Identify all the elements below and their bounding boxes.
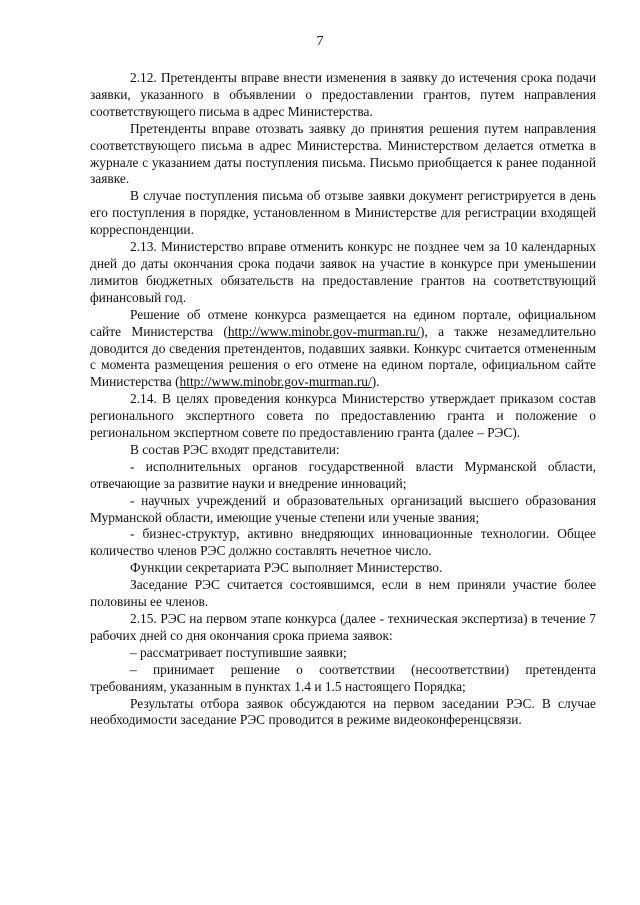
technical-review-item-1 [90, 645, 596, 662]
ministry-site-link[interactable]: http://www.minobr.gov-murman.ru/ [227, 323, 420, 339]
paragraph-text: – принимает решение о соответствии (несоответствии) претендента требованиям, указанным в пунктах 1.4 и 1.5 настоящего Порядка; [90, 661, 596, 694]
page-number: 7 [316, 34, 324, 49]
withdraw-registration-paragraph [90, 188, 596, 239]
paragraph-text: ), а также незамедлительно доводится до сведения претендентов, подавших заявки. Конкурс считается отмененным с момента размещения решения о его отмене на едином портале, официальном сайте Министерства ( [90, 323, 596, 390]
paragraph-text: - бизнес-структур, активно внедряющих инновационные технологии. Общее количество членов РЭС должно составлять нечетное число. [90, 526, 596, 559]
paragraph-text: Результаты отбора заявок обсуждаются на первом заседании РЭС. В случае необходимости заседание РЭС проводится в режиме видеоконференцсвязи. [90, 695, 596, 728]
paragraph-text: - научных учреждений и образовательных организаций высшего образования Мурманской области, имеющие ученые степени или ученые звания; [90, 492, 596, 525]
res-member-executive-bodies [90, 459, 596, 493]
clause-2-14 [90, 391, 596, 442]
quorum-paragraph [90, 577, 596, 611]
paragraph-text: В случае поступления письма об отзыве заявки документ регистрируется в день его поступления в порядке, установленном в Министерстве для регистрации входящей корреспонденции. [90, 188, 596, 238]
paragraph-text: Заседание РЭС считается состоявшимся, если в нем приняли участие более половины ее членов. [90, 577, 596, 610]
withdraw-application-paragraph [90, 121, 596, 189]
clause-2-13 [90, 239, 596, 307]
paragraph-text: 2.12. Претенденты вправе внести изменения в заявку до истечения срока подачи заявки, указанного в объявлении о предоставлении грантов, путем направления соответствующего письма в адрес Министерства. [90, 70, 596, 119]
paragraph-text: 2.13. Министерство вправе отменить конкурс не позднее чем за 10 календарных дней до даты окончания срока подачи заявок на участие в конкурсе при уменьшении лимитов бюджетных обязательств на предоставление грантов на соответствующий финансовый год. [90, 239, 596, 305]
ministry-site-link-2[interactable]: http://www.minobr.gov-murman.ru/ [179, 374, 372, 390]
secretariat-paragraph [90, 560, 596, 577]
paragraph-text: В состав РЭС входят представители: [130, 441, 340, 457]
document-body [90, 70, 596, 729]
paragraph-text: 2.15. РЭС на первом этапе конкурса (далее - техническая экспертиза) в течение 7 рабочих дней со дня окончания срока приема заявок: [90, 611, 596, 643]
cancellation-decision-paragraph [90, 307, 596, 392]
technical-review-item-2 [90, 662, 596, 696]
paragraph-text: ). [371, 374, 380, 390]
res-member-business [90, 526, 596, 560]
paragraph-text: Функции секретариата РЭС выполняет Министерство. [130, 560, 443, 576]
paragraph-text: – рассматривает поступившие заявки; [130, 644, 347, 660]
selection-results-paragraph [90, 696, 596, 730]
paragraph-text: Претенденты вправе отозвать заявку до принятия решения путем направления соответствующего письма в адрес Министерства. Министерством делается отметка в журнале с указанием даты поступления письма. Письмо приобщается к ранее поданной заявке. [90, 120, 596, 187]
res-composition-heading [90, 442, 596, 459]
clause-2-12 [90, 70, 596, 121]
clause-2-15 [90, 611, 596, 645]
res-member-scientific-institutions [90, 493, 596, 527]
paragraph-text: 2.14. В целях проведения конкурса Министерство утверждает приказом состав регионального экспертного совета по предоставлению гранта и положение о региональном экспертном совете по предоставлению гранта (далее – РЭС). [90, 391, 596, 441]
paragraph-text: Решение об отмене конкурса размещается на едином портале, официальном сайте Министерства ( [90, 306, 596, 339]
paragraph-text: - исполнительных органов государственной власти Мурманской области, отвечающие за развитие науки и внедрение инноваций; [90, 458, 596, 491]
